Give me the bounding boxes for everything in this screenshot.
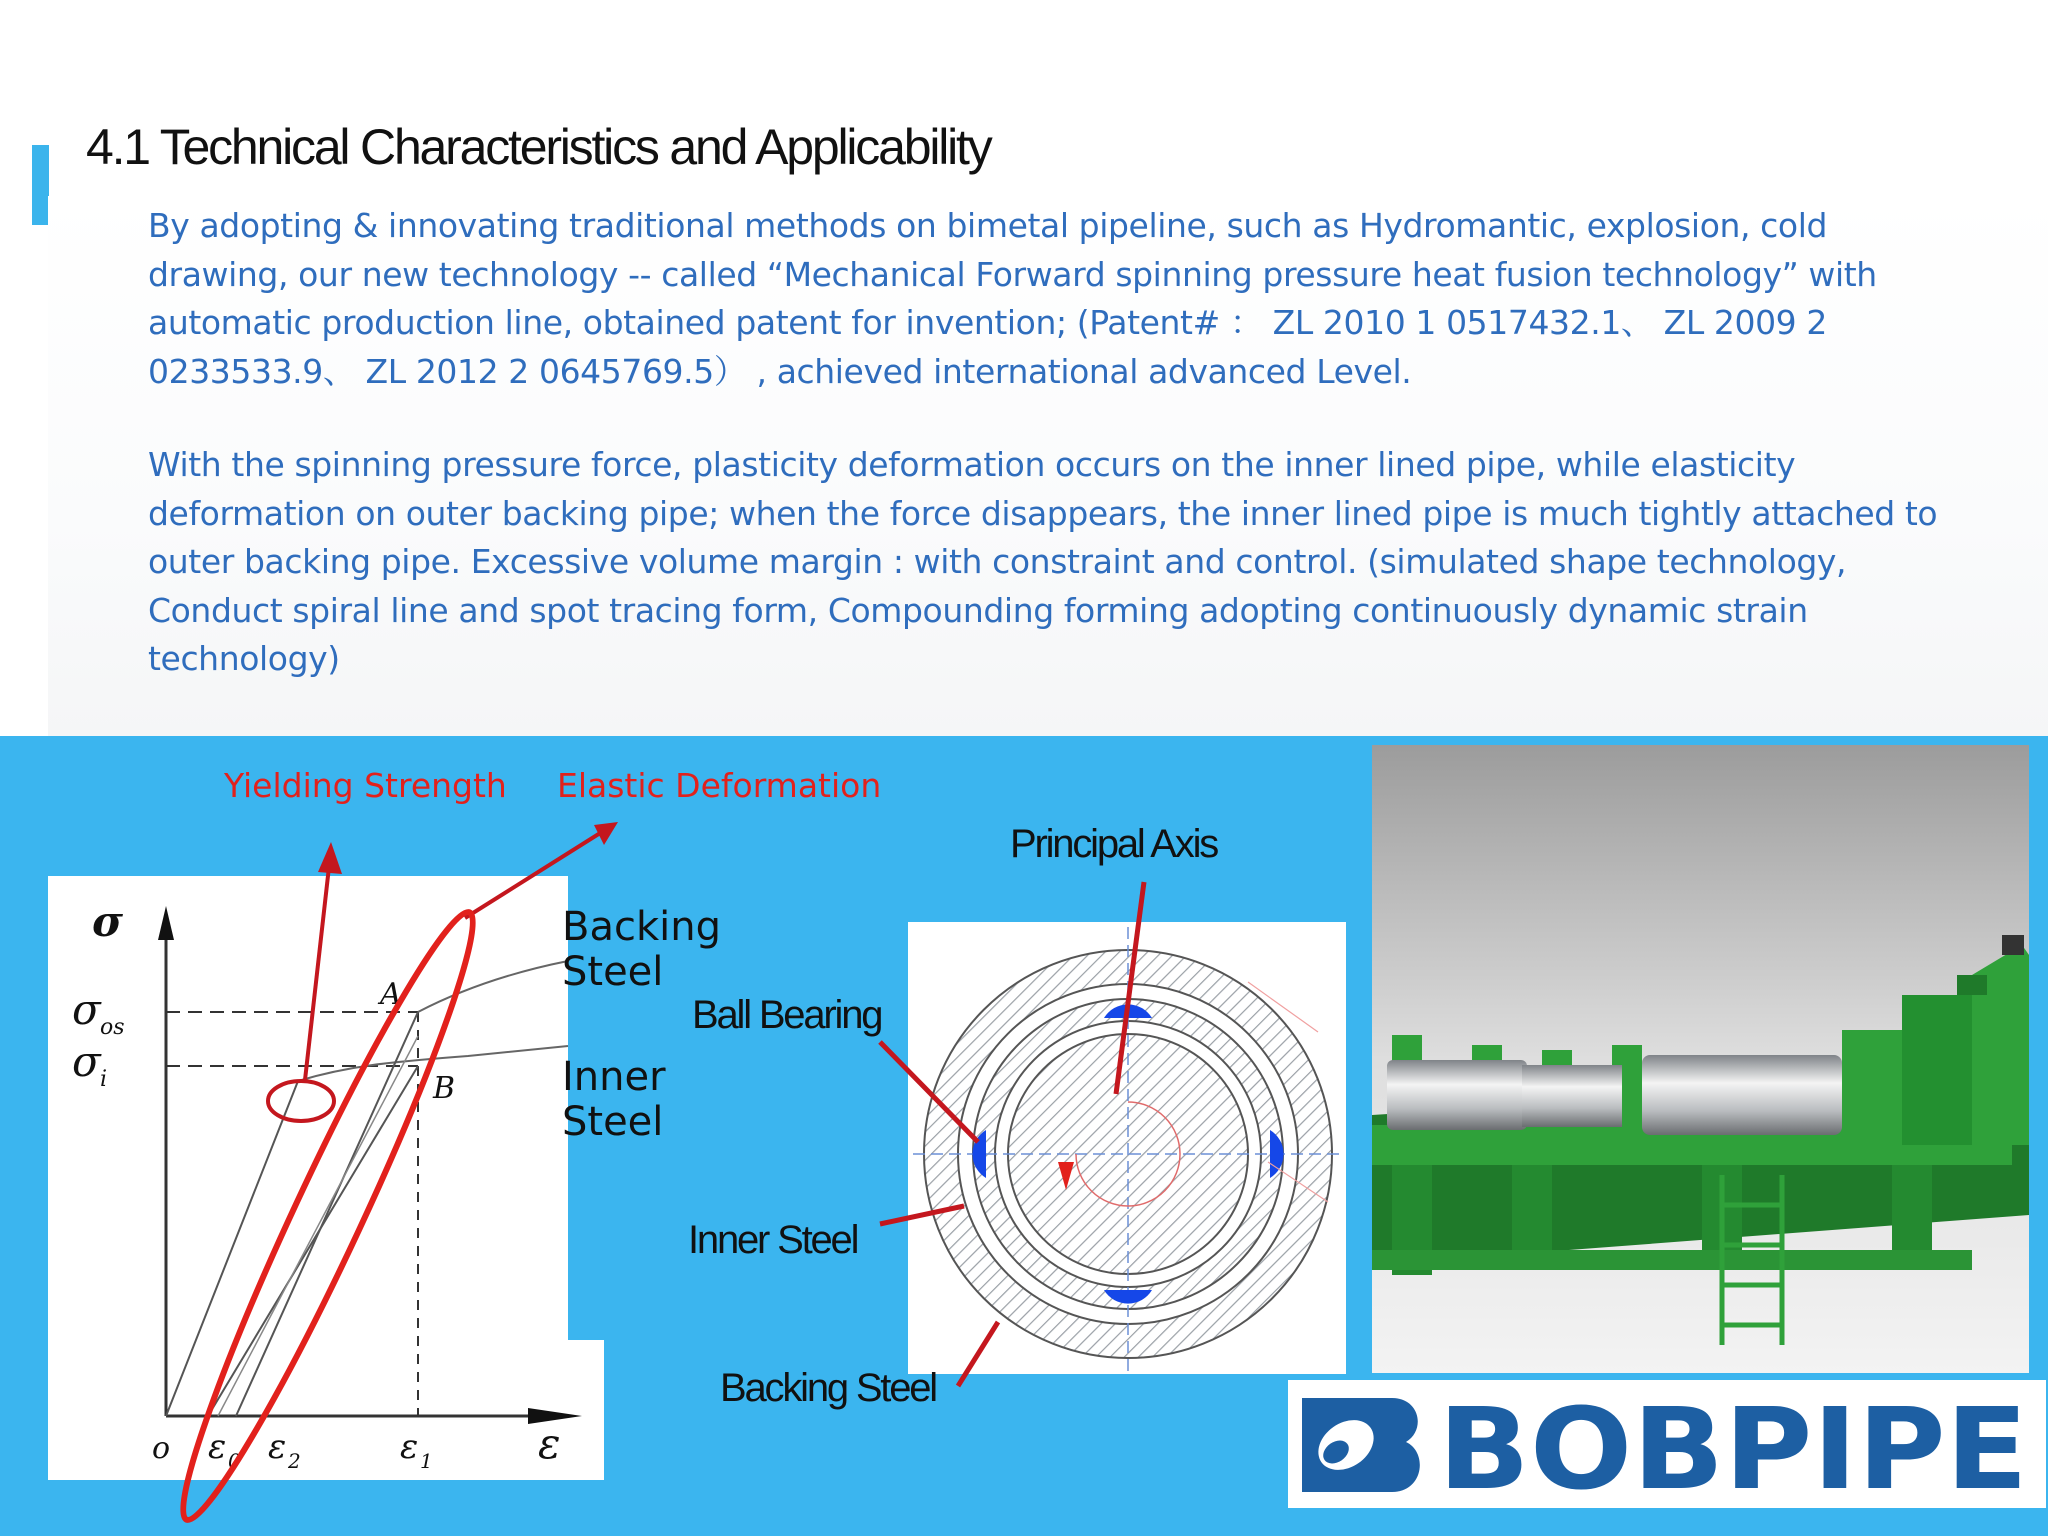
paragraph-technology: By adopting & innovating traditional methods on bimetal pipeline, such as Hydromantic, explosion, cold drawing, our new technology -- called “Mechanical Forward spinning pressure heat fusion technology” with automatic production line, obtained patent for invention; (Patent# ： ZL 2010 1 0517432.1、 ZL 2009 2 0233533.9、 ZL 2012 2 0645769.5） , achieved international advanced Level.	[148, 206, 1877, 391]
epsilon-2-subscript: 2	[288, 1449, 301, 1473]
slide-title: 4.1 Technical Characteristics and Applicability	[86, 119, 991, 175]
elastic-deformation-label: Elastic Deformation	[557, 766, 882, 805]
sigma-i-tick: σ	[72, 1037, 101, 1086]
point-b-label: B	[433, 1071, 456, 1106]
inner-steel-curve-label: Inner Steel	[562, 1054, 666, 1145]
spinning-machine-image	[1372, 745, 2029, 1373]
sigma-os-tick: σ	[72, 985, 101, 1034]
epsilon-2-tick: ε	[268, 1427, 287, 1467]
epsilon-1-tick: ε	[400, 1427, 419, 1467]
title-accent-bar	[32, 145, 49, 225]
stress-strain-diagram	[48, 876, 604, 1480]
bobpipe-logo	[1288, 1380, 2046, 1508]
epsilon-1-subscript: 1	[420, 1449, 433, 1473]
inner-steel-label: Inner Steel	[688, 1218, 858, 1262]
origin-label: o	[152, 1431, 171, 1466]
sigma-axis-label: σ	[92, 897, 123, 946]
sigma-i-subscript: i	[100, 1067, 108, 1092]
epsilon-0-tick: ε	[208, 1427, 227, 1467]
yielding-strength-label: Yielding Strength	[224, 766, 507, 805]
logo-wordmark: BOBPIPE	[1438, 1385, 2028, 1508]
backing-steel-curve-label: Backing Steel	[562, 904, 721, 995]
sigma-os-subscript: os	[100, 1015, 125, 1040]
ring-cross-section-diagram	[908, 922, 1346, 1374]
paragraph-deformation: With the spinning pressure force, plasticity deformation occurs on the inner lined pipe, while elasticity deformation on outer backing pipe; when the force disappears, the inner lined pipe is much tightly attached to outer backing pipe. Excessive volume margin : with constraint and control. (simulated shape technology, Conduct spiral line and spot tracing form, Compounding forming adopting continuously dynamic strain technology)	[148, 445, 1938, 678]
backing-steel-label: Backing Steel	[720, 1366, 936, 1410]
point-a-label: A	[380, 977, 402, 1012]
epsilon-axis-label: ε	[538, 1419, 561, 1468]
ball-bearing-label: Ball Bearing	[692, 993, 882, 1037]
epsilon-0-subscript: 0	[228, 1449, 241, 1473]
principal-axis-label: Principal Axis	[1010, 822, 1218, 866]
